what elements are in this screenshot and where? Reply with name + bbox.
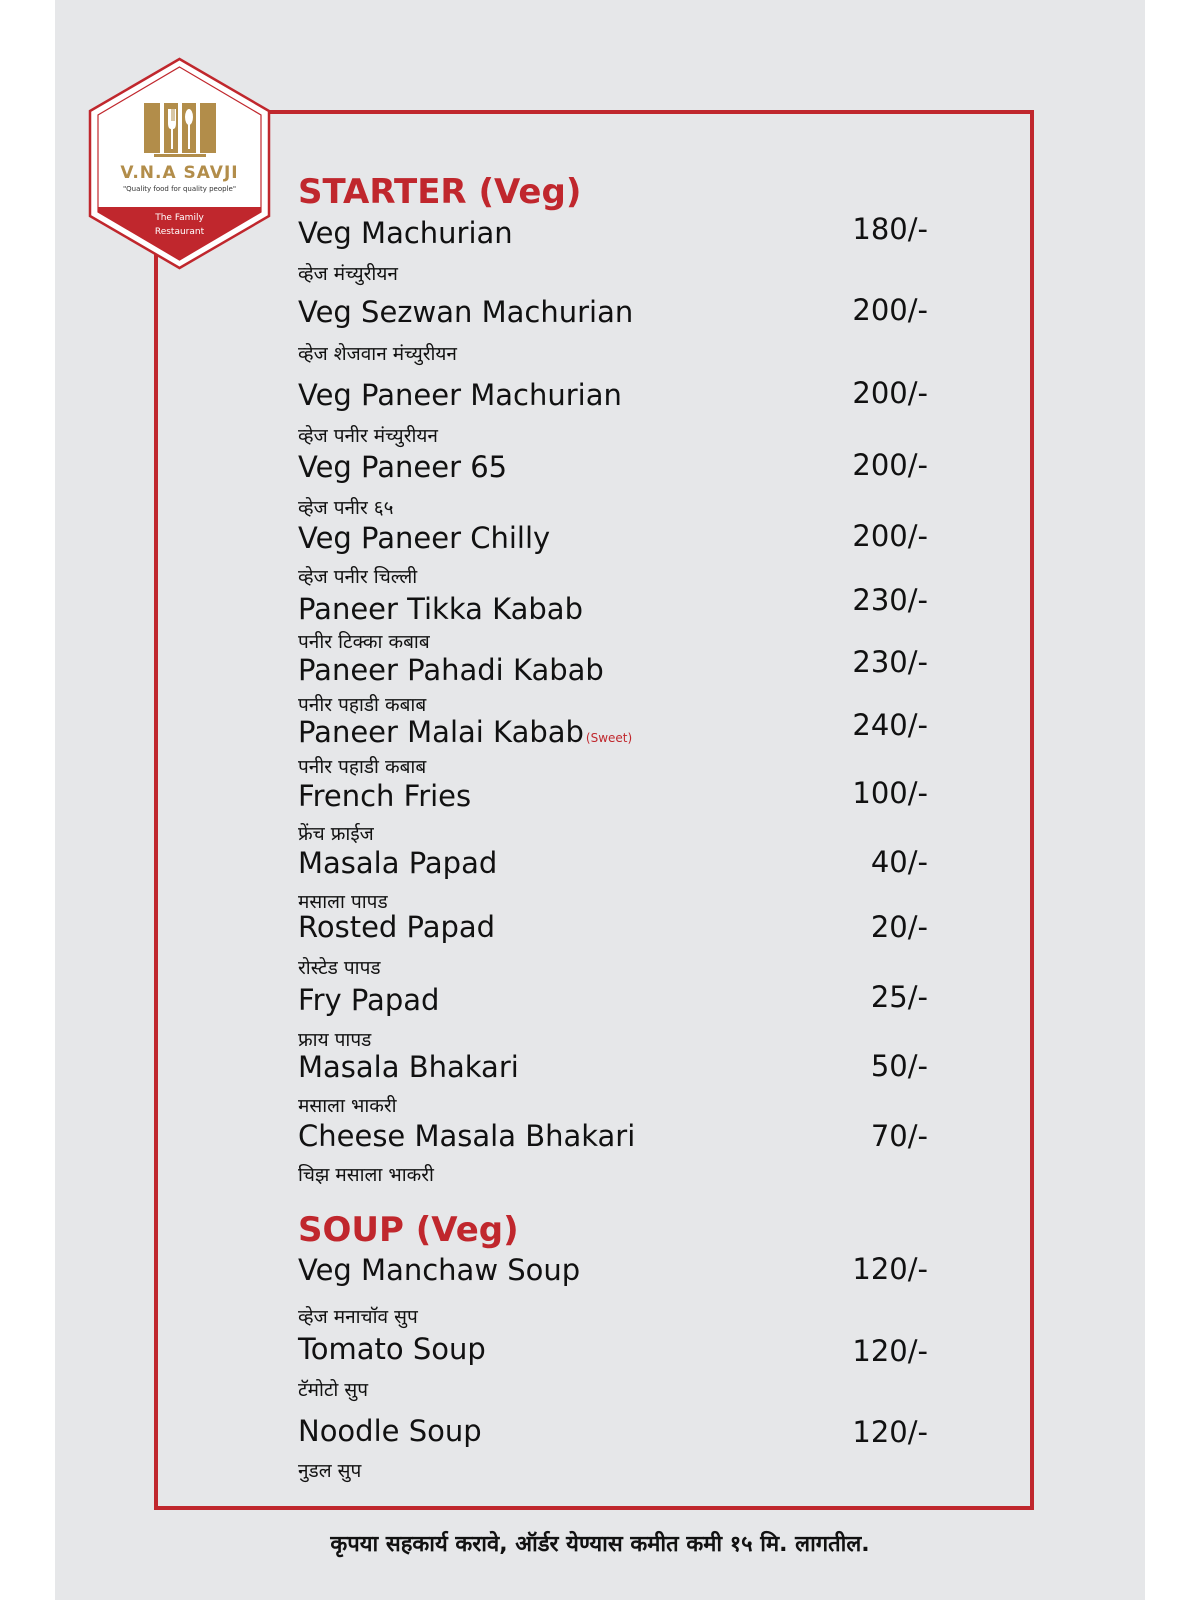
menu-item-subtitle: फ्रेंच फ्राईज [298,823,374,845]
section-title-soup: SOUP (Veg) [298,1210,519,1250]
brand-tagline: "Quality food for quality people" [122,185,237,193]
menu-item-subtitle: मसाला पापड [298,891,388,913]
menu-item-price: 100/- [852,776,928,810]
menu-item-subtitle: व्हेज मंच्युरीयन [298,263,398,285]
menu-item-name: Fry Papad [298,983,440,1017]
menu-item-name: Paneer Pahadi Kabab [298,653,604,687]
family-label-line1: The Family [155,213,204,223]
menu-item-price: 180/- [852,212,928,246]
menu-item-price: 230/- [852,645,928,679]
menu-item-price: 50/- [870,1049,928,1083]
menu-item-name [298,715,632,749]
menu-item-price: 200/- [852,376,928,410]
menu-item-subtitle: नुडल सुप [298,1460,362,1482]
menu-item-price: 20/- [870,910,928,944]
menu-item-price: 240/- [852,708,928,742]
section-title-starter: STARTER (Veg) [298,172,582,212]
menu-item-name: Noodle Soup [298,1414,482,1448]
menu-item-subtitle: व्हेज पनीर मंच्युरीयन [298,425,438,447]
menu-item-price: 200/- [852,448,928,482]
menu-item-name: Masala Bhakari [298,1050,519,1084]
menu-item-name: Rosted Papad [298,910,496,944]
menu-item-name: Veg Paneer Machurian [298,378,622,412]
menu-item-name: Veg Sezwan Machurian [298,295,634,329]
menu-item-subtitle: टॅमोटो सुप [298,1379,369,1401]
menu-item-subtitle: व्हेज पनीर ६५ [298,497,394,519]
brand-name: V.N.A SAVJI [120,163,239,183]
sweet-note: (Sweet) [585,731,633,745]
menu-item-price: 25/- [870,980,928,1014]
menu-item-name: Veg Paneer 65 [298,450,508,484]
menu-item-subtitle: व्हेज शेजवान मंच्युरीयन [298,343,457,365]
menu-item-name-text: Paneer Malai Kabab [298,715,584,749]
menu-item-name: Paneer Tikka Kabab [298,592,583,626]
menu-item-name: Masala Papad [298,846,498,880]
menu-item-price: 200/- [852,519,928,553]
menu-item-price: 70/- [870,1119,928,1153]
menu-item-name: Veg Machurian [298,216,513,250]
restaurant-logo [88,57,271,270]
menu-item-price: 230/- [852,583,928,617]
menu-item-name: Tomato Soup [298,1332,486,1366]
menu-item-price: 40/- [870,845,928,879]
menu-item-subtitle: मसाला भाकरी [298,1095,397,1117]
menu-item-price: 120/- [852,1415,928,1449]
menu-item-subtitle: पनीर पहाडी कबाब [298,756,427,778]
menu-item-price: 120/- [852,1252,928,1286]
menu-item-subtitle: फ्राय पापड [298,1029,372,1051]
footer-notice: कृपया सहकार्य करावे, ऑर्डर येण्यास कमीत कमी १५ मि. लागतील. [330,1532,870,1557]
family-label-line2: Restaurant [154,227,205,237]
menu-item-name: Cheese Masala Bhakari [298,1119,636,1153]
menu-item-subtitle: पनीर टिक्का कबाब [298,631,430,653]
menu-item-subtitle: व्हेज पनीर चिल्ली [298,566,418,588]
menu-item-name: French Fries [298,779,472,813]
menu-item-name: Veg Paneer Chilly [298,521,551,555]
menu-item-subtitle: रोस्टेड पापड [298,957,381,979]
menu-item-subtitle: व्हेज मनाचॉव सुप [298,1306,418,1328]
menu-item-subtitle: चिझ मसाला भाकरी [298,1164,434,1186]
menu-item-name: Veg Manchaw Soup [298,1253,581,1287]
menu-item-price: 200/- [852,293,928,327]
menu-item-price: 120/- [852,1334,928,1368]
menu-item-subtitle: पनीर पहाडी कबाब [298,694,427,716]
